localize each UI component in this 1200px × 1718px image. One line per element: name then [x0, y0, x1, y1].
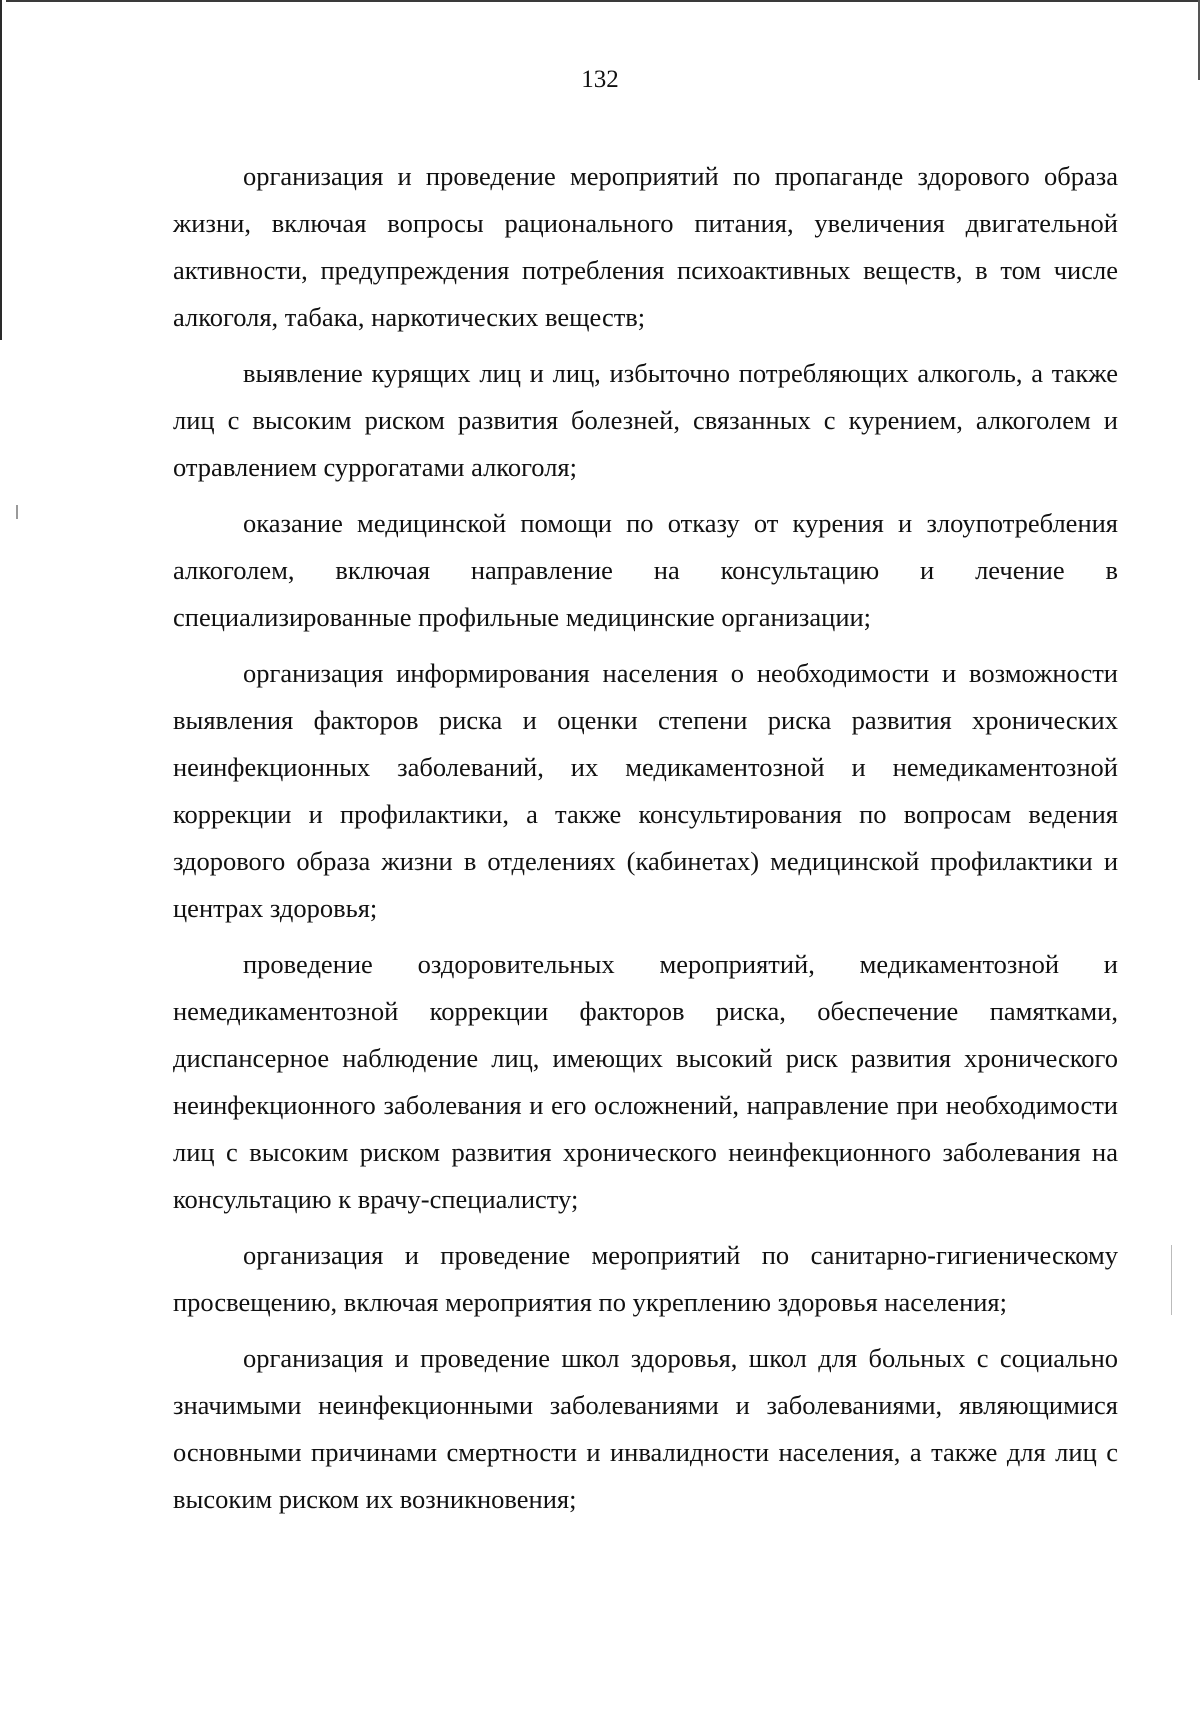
scan-edge-top: [6, 0, 1200, 2]
paragraph: выявление курящих лиц и лиц, избыточно потребляющих алкоголь, а также лиц с высоким риском развития болезней, связанных с курением, алкоголем и отравлением суррогатами алкоголя;: [173, 358, 1118, 482]
paragraph: организация информирования населения о необходимости и возможности выявления факторов риска и оценки степени риска развития хронических неинфекционных заболеваний, их медикаментозной и немедикаментозной коррекции и профилактики, а также консультирования по вопросам ведения здорового образа жизни в отделениях (кабинетах) медицинской профилактики и центрах здоровья;: [173, 658, 1118, 923]
paragraph: организация и проведение мероприятий по санитарно-гигиеническому просвещению, включая мероприятия по укреплению здоровья населения;: [173, 1240, 1118, 1317]
paragraph: организация и проведение мероприятий по пропаганде здорового образа жизни, включая вопросы рационального питания, увеличения двигательной активности, предупреждения потребления психоактивных веществ, в том числе алкоголя, табака, наркотических веществ;: [173, 161, 1118, 332]
scan-edge-left: [0, 0, 2, 340]
paragraph: оказание медицинской помощи по отказу от курения и злоупотребления алкоголем, включая направление на консультацию и лечение в специализированные профильные медицинские организации;: [173, 508, 1118, 632]
body-text: [173, 153, 1118, 1532]
scan-speck: [1171, 1245, 1172, 1315]
page-number: 132: [581, 66, 619, 93]
paragraph: проведение оздоровительных мероприятий, медикаментозной и немедикаментозной коррекции факторов риска, обеспечение памятками, диспансерное наблюдение лиц, имеющих высокий риск развития хронического неинфекционного заболевания и его осложнений, направление при необходимости лиц с высоким риском развития хронического неинфекционного заболевания на консультацию к врачу-специалисту;: [173, 949, 1118, 1214]
paragraph: организация и проведение школ здоровья, школ для больных с социально значимыми неинфекционными заболеваниями и заболеваниями, являющимися основными причинами смертности и инвалидности населения, а также для лиц с высоким риском их возникновения;: [173, 1343, 1118, 1514]
scan-speck: [16, 505, 18, 519]
